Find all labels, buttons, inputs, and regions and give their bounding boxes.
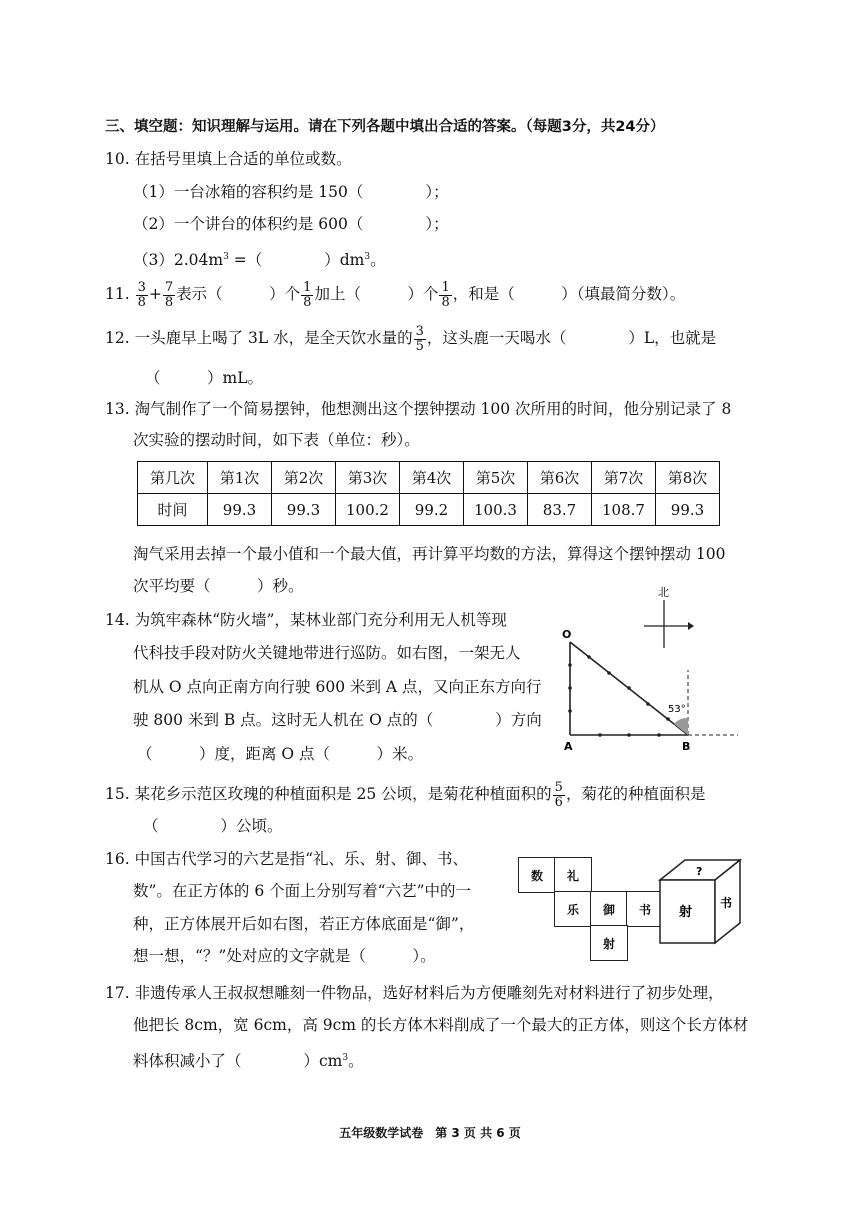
q11-number: 11. [105,285,130,303]
net-face: 书 [626,891,664,927]
page-footer: 五年级数学试卷 第 3 页 共 6 页 [339,1126,521,1140]
table-cell: 第几次 [138,462,208,494]
q11-text-3: ，和是（ ）（填最简分数）。 [452,285,686,303]
table-cell: 第2次 [272,462,336,494]
cube-figure [655,855,750,950]
q11-plus: + [148,285,162,303]
q15-line1 [105,778,705,810]
q11-fraction-2: $\frac{7}{8}$ [164,279,174,310]
q16-line3: 种，正方体展开后如右图，若正方体底面是“御”， [133,915,475,933]
angle-label: 53° [668,704,686,715]
table-cell: 第1次 [208,462,272,494]
route-dots [568,655,670,737]
q11-text-2: 加上（ ）个 [314,285,439,303]
table-cell: 100.2 [336,494,400,526]
q11-fraction-4: $\frac{1}{8}$ [441,279,450,310]
table-cell: 第5次 [464,462,528,494]
compass-arrow-icon [688,622,694,630]
q17-line3-a: 料体积减小了（ ）cm [133,1052,343,1071]
cube-side-label: 书 [720,896,733,910]
table-cell: 时间 [138,494,208,526]
q16-line1: 16. 中国古代学习的六艺是指“礼、乐、射、御、书、 [105,850,469,868]
table-cell: 100.3 [464,494,528,526]
q12-text-a: 12. 一头鹿早上喝了 3L 水，是全天饮水量的 [105,329,413,347]
net-face: 射 [590,925,628,961]
q15-text-b: ，菊花的种植面积是 [565,785,706,803]
q14-line5: （ ）度，距离 O 点（ ）米。 [137,745,424,763]
q12-line1 [105,322,716,354]
q13-line2: 次实验的摆动时间，如下表（单位：秒）。 [133,431,420,449]
q12-line2: （ ）mL。 [145,369,263,387]
q10-part3: $(3)2.04m^3$ =（ ）$dm^3$。 [133,251,386,270]
q10-stem: 10. 在括号里填上合适的单位或数。 [105,150,352,168]
q13-line3: 淘气采用去掉一个最小值和一个最大值，再计算平均数的方法，算得这个摆钟摆动 100 [133,545,726,563]
q15-line2: （ ）公顷。 [143,817,283,835]
point-O-label: O [562,628,572,641]
q10-part3-c: 。 [370,251,386,270]
cube-front-label: 射 [679,905,693,920]
cube-top-label: ? [696,865,703,878]
table-cell: 第8次 [656,462,720,494]
q11-fraction-3: $\frac{1}{8}$ [303,279,312,310]
q10-part3-a: （3）2.04m [133,251,224,270]
q11-fraction-1: $\frac{3}{8}$ [137,279,146,310]
table-cell: 108.7 [592,494,656,526]
q10-part3-b: =（ ）dm [228,251,365,270]
table-header-row [138,462,720,494]
q10-part2: （2）一个讲台的体积约是 600（ ）； [133,215,449,233]
q14-line4: 驶 800 米到 B 点。这时无人机在 O 点的（ ）方向 [133,711,542,729]
q13-line1: 13. 淘气制作了一个简易摆钟，他想测出这个摆钟摆动 100 次所用的时间，他分别记录了 8 [105,400,732,418]
q14-line1: 14. 为筑牢森林“防火墙”，某林业部门充分利用无人机等现 [105,611,507,629]
table-cell: 99.3 [656,494,720,526]
point-A-label: A [564,740,573,753]
q10-part1: （1）一台冰箱的容积约是 150（ ）； [133,183,449,201]
q14-line3: 机从 O 点向正南方向行驶 600 米到 A 点，又向正东方向行 [133,678,542,696]
q17-line3: 料体积减小了（ ）$cm^3$。 [133,1052,364,1071]
table-cell: 第4次 [400,462,464,494]
q13-line4: 次平均要（ ）秒。 [133,577,304,595]
table-cell: 第3次 [336,462,400,494]
q17-line2: 他把长 8cm，宽 6cm，高 9cm 的长方体木料削成了一个最大的正方体，则这个长方体材 [133,1016,749,1034]
q11-text-1: 表示（ ）个 [176,285,301,303]
table-cell: 第6次 [528,462,592,494]
table-cell: 99.2 [400,494,464,526]
net-face: 礼 [554,857,592,893]
table-row [138,494,720,526]
section-title: 三、填空题：知识理解与运用。请在下列各题中填出合适的答案。（每题3分，共24分） [105,119,665,135]
pendulum-table [137,461,720,526]
table-cell: 99.3 [272,494,336,526]
point-B-label: B [682,740,691,753]
north-label: 北 [658,586,669,599]
net-face: 数 [518,857,556,893]
q16-line4: 想一想，“？”处对应的文字就是（ ）。 [133,947,436,965]
table-cell: 第7次 [592,462,656,494]
drone-route-diagram [560,578,790,758]
table-cell: 99.3 [208,494,272,526]
q17-line1: 17. 非遗传承人王叔叔想雕刻一件物品，选好材料后为方便雕刻先对材料进行了初步处理， [105,984,724,1002]
q12-text-b: ，这头鹿一天喝水（ ）L，也就是 [426,329,717,347]
q16-line2: 数”。在正方体的 6 个面上分别写着“六艺”中的一 [133,882,471,900]
table-cell: 83.7 [528,494,592,526]
q15-fraction: $\frac{5}{6}$ [554,779,563,810]
q11 [105,278,685,310]
q14-line2: 代科技手段对防火关键地带进行巡防。如右图，一架无人 [133,644,521,662]
q12-fraction: $\frac{3}{5}$ [415,323,424,354]
net-face: 御 [590,891,628,927]
q15-text-a: 15. 某花乡示范区玫瑰的种植面积是 25 公顷，是菊花种植面积的 [105,785,552,803]
net-face: 乐 [554,891,592,927]
q17-line3-b: 。 [348,1052,364,1071]
